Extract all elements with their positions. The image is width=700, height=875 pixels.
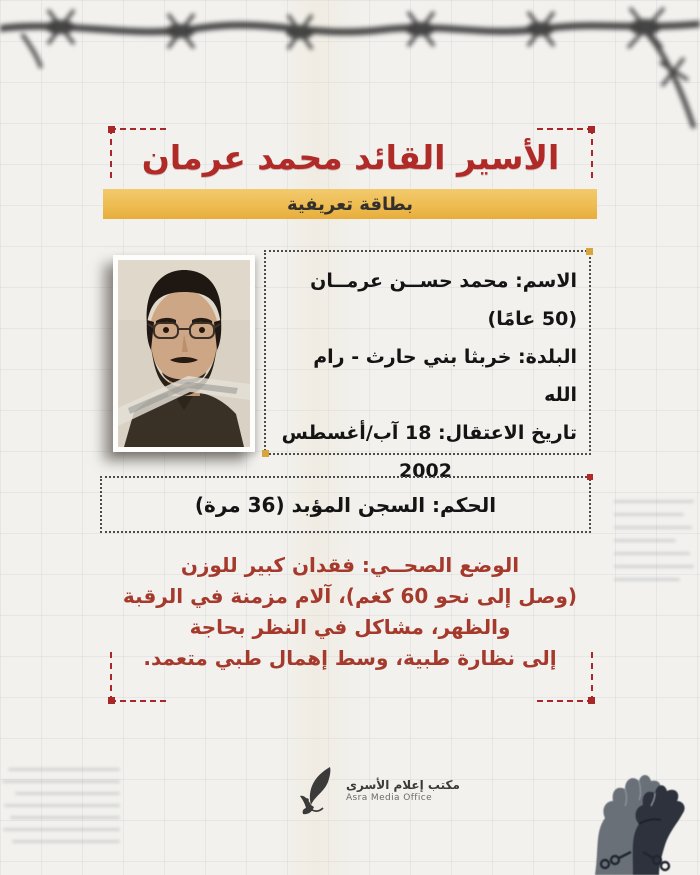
health-line: والظهر، مشاكل في النظر بحاجة — [189, 615, 511, 639]
portrait-illustration — [118, 260, 250, 447]
frame-corner-square — [588, 697, 595, 704]
info-arrest-date: تاريخ الاعتقال: 18 آب/أغسطس — [281, 422, 577, 444]
info-name: الاسم: محمد حســن عرمــان — [310, 270, 577, 292]
info-town: البلدة: خربثا بني حارث - رام الله — [313, 346, 577, 406]
barbed-wire-icon — [0, 0, 700, 135]
health-line: (وصل إلى نحو 60 كغم)، آلام مزمنة في الرقبة — [122, 584, 578, 608]
gold-corner-mark — [262, 450, 269, 457]
org-name-english: Asra Media Office — [346, 793, 433, 803]
red-corner-mark — [587, 474, 593, 480]
info-arrest-year: 2002 — [399, 460, 452, 482]
prisoner-photo — [113, 255, 255, 452]
org-name-arabic: مكتب إعلام الأسرى — [346, 778, 460, 792]
frame-corner-square — [108, 697, 115, 704]
background-faint-text — [614, 500, 700, 591]
gold-corner-mark — [586, 248, 593, 255]
health-status — [60, 550, 640, 674]
dove-calligraphy-icon — [299, 766, 339, 816]
sentence-box — [100, 476, 591, 533]
asra-media-office-logo — [299, 766, 460, 816]
background-faint-text — [0, 768, 120, 852]
info-box — [264, 250, 591, 482]
info-age: (50 عامًا) — [487, 308, 577, 330]
poster-title: الأسير القائد محمد عرمان — [141, 137, 560, 177]
chained-hands-icon — [565, 740, 700, 875]
health-line: إلى نظارة طبية، وسط إهمال طبي متعمد. — [143, 646, 557, 670]
sentence-text: الحكم: السجن المؤبد (36 مرة) — [194, 492, 497, 517]
banner-id-card: بطاقة تعريفية — [103, 189, 597, 219]
health-line: الوضع الصحــي: فقدان كبير للوزن — [180, 553, 520, 577]
